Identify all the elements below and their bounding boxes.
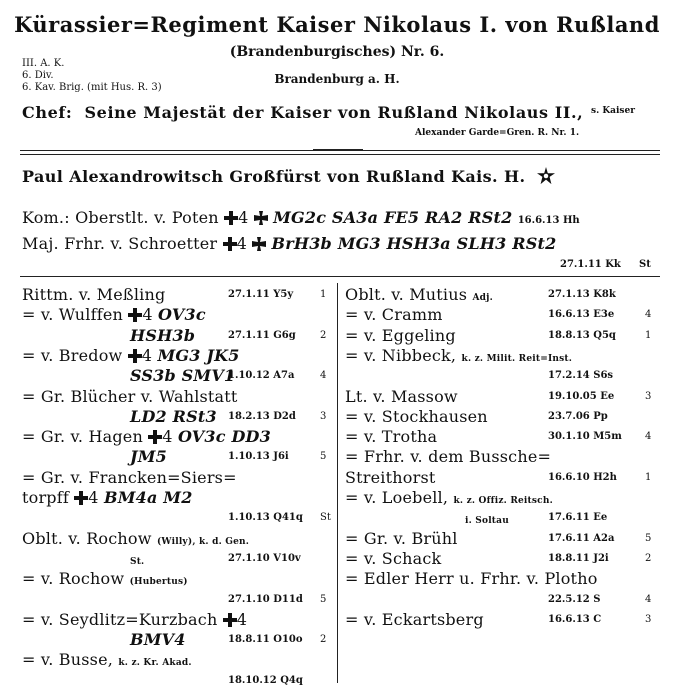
officer-awards: JM5 — [130, 447, 168, 466]
officer-date: 18.8.11 J2i — [548, 553, 609, 564]
officer-date: 18.8.13 Q5q — [548, 330, 616, 341]
officer-awards: OV3c DD3 — [177, 427, 271, 446]
officer-line — [345, 549, 441, 568]
maj-line: Maj. Frhr. v. Schroetter 4 BrH3b MG3 HSH3a SLH3 RSt2 — [22, 234, 557, 253]
officer-line — [22, 529, 249, 548]
iron-cross-icon — [128, 308, 142, 322]
officer-date: 17.2.14 S6s — [548, 370, 614, 381]
squadron-number: 3 — [645, 391, 652, 402]
officer-line — [22, 650, 192, 669]
officer-name: = v. Wulffen — [22, 305, 124, 324]
officer-name: = v. Schack — [345, 549, 442, 568]
officer-name: torpff — [22, 488, 69, 507]
divider-double — [20, 154, 660, 155]
officer-line: = v. Wulffen 4 OV3c — [22, 305, 206, 324]
officer-awards: BMV4 — [130, 630, 186, 649]
officer-line — [345, 488, 553, 507]
officer-name: = v. Rochow — [22, 569, 125, 588]
regiment-title: Kürassier=Regiment Kaiser Nikolaus I. von Rußland — [14, 12, 660, 37]
officer-line — [345, 427, 437, 446]
corps-line-3: 6. Kav. Brig. (mit Hus. R. 3) — [22, 82, 162, 93]
officer-name: = v. Nibbeck, — [345, 346, 457, 365]
officer-line — [130, 447, 167, 466]
officer-name: = v. Seydlitz=Kurzbach — [22, 610, 218, 629]
iron-cross-icon — [128, 349, 142, 363]
officer-name: = v. Eggeling — [345, 326, 456, 345]
officer-name: Oblt. v. Mutius — [345, 285, 468, 304]
officer-name: = v. Trotha — [345, 427, 438, 446]
squadron-number: 3 — [320, 411, 327, 422]
order-cross-icon — [252, 237, 266, 251]
squadron-number: 2 — [645, 553, 652, 564]
iron-cross-icon — [223, 613, 237, 627]
iron-cross-icon — [148, 430, 162, 444]
squadron-number: 4 — [645, 594, 652, 605]
squadron-number: 5 — [320, 594, 327, 605]
officer-line — [345, 305, 443, 324]
squadron-number: 4 — [645, 309, 652, 320]
officer-date: 22.5.12 S — [548, 594, 601, 605]
officer-line — [22, 569, 188, 588]
officer-line — [22, 285, 165, 304]
officer-line — [130, 326, 195, 345]
officer-date: 1.10.12 A7a — [228, 370, 295, 381]
officer-name: = v. Loebell, — [345, 488, 449, 507]
officer-date: 27.1.11 Y5y — [228, 289, 294, 300]
officer-line — [22, 387, 238, 406]
officer-date: 16.6.13 E3e — [548, 309, 615, 320]
officer-name: Rittm. v. Meßling — [22, 285, 166, 304]
officer-awards: BM4a M2 — [103, 488, 193, 507]
officer-note: k. z. Milit. Reit=Inst. — [461, 354, 573, 364]
officer-name: = v. Eckartsberg — [345, 610, 484, 629]
officer-name: = Gr. v. Hagen — [22, 427, 143, 446]
prince-line: Paul Alexandrowitsch Großfürst von Rußland Kais. H. — [22, 167, 555, 186]
officer-line — [130, 407, 217, 426]
maj-date: 27.1.11 Kk — [560, 259, 621, 270]
officer-name: = Gr. v. Brühl — [345, 529, 458, 548]
officer-name: = v. Bredow — [22, 346, 123, 365]
officer-date: 17.6.11 A2a — [548, 533, 615, 544]
squadron-number: 1 — [320, 289, 327, 300]
squadron-number: 2 — [320, 330, 327, 341]
squadron-number: 1 — [645, 472, 652, 483]
iron-cross-icon — [224, 211, 238, 225]
squadron-number: 2 — [320, 634, 327, 645]
officer-date: 16.6.13 C — [548, 614, 602, 625]
squadron-number: 3 — [645, 614, 652, 625]
corps-line-1: III. A. K. — [22, 58, 65, 69]
officer-note: Adj. — [472, 293, 493, 303]
officer-name: = v. Cramm — [345, 305, 443, 324]
kom-line: Kom.: Oberstlt. v. Poten 4 MG2c SA3a FE5 RA2 RSt2 16.6.13 Hh — [22, 208, 580, 227]
officer-date: 17.6.11 Ee — [548, 512, 608, 523]
officer-date: 16.6.10 H2h — [548, 472, 617, 483]
officer-name: Lt. v. Massow — [345, 387, 458, 406]
officer-line: torpff 4 BM4a M2 — [22, 488, 193, 507]
order-star-icon — [537, 167, 555, 185]
officer-line: = v. Seydlitz=Kurzbach 4 — [22, 610, 248, 629]
officer-line — [345, 346, 572, 365]
officer-line — [345, 447, 551, 466]
officer-awards: MG3 JK5 — [157, 346, 240, 365]
officer-line — [345, 468, 435, 487]
officer-name: Streithorst — [345, 468, 436, 487]
chef-line: Chef: Seine Majestät der Kaiser von Rußland Nikolaus II., — [22, 103, 584, 122]
officer-name: = v. Stockhausen — [345, 407, 488, 426]
officer-line — [345, 529, 458, 548]
garrison: Brandenburg a. H. — [274, 72, 400, 86]
officer-date: 27.1.11 G6g — [228, 330, 296, 341]
officer-name: = Gr. Blücher v. Wahlstatt — [22, 387, 238, 406]
officer-date: 18.8.11 O10o — [228, 634, 303, 645]
order-cross-icon — [254, 211, 268, 225]
officer-note: k. z. Kr. Akad. — [118, 658, 192, 668]
officer-line — [22, 468, 237, 487]
column-divider — [337, 283, 338, 683]
officer-note: (Hubertus) — [129, 577, 188, 587]
squadron-number: 5 — [320, 451, 327, 462]
officer-line: = Gr. v. Hagen 4 OV3c DD3 — [22, 427, 271, 446]
chef-note-2: Alexander Garde=Gren. R. Nr. 1. — [415, 128, 580, 138]
officer-awards: OV3c — [158, 305, 206, 324]
officer-date: 19.10.05 Ee — [548, 391, 615, 402]
officer-line — [345, 407, 488, 426]
officer-date: 27.1.10 D11d — [228, 594, 303, 605]
officer-note: i. Soltau — [465, 516, 509, 526]
officer-date: 30.1.10 M5m — [548, 431, 622, 442]
officer-awards: HSH3b — [130, 326, 196, 345]
officer-line — [345, 610, 484, 629]
corps-line-2: 6. Div. — [22, 70, 54, 81]
divider — [20, 150, 660, 151]
officer-date: 23.7.06 Pp — [548, 411, 608, 422]
officer-name: = Frhr. v. dem Bussche= — [345, 447, 552, 466]
officer-name: = Edler Herr u. Frhr. v. Plotho — [345, 569, 598, 588]
iron-cross-icon — [223, 237, 237, 251]
officer-line — [345, 387, 458, 406]
officer-name: Oblt. v. Rochow — [22, 529, 152, 548]
officer-awards: LD2 RSt3 — [130, 407, 217, 426]
maj-st: St — [639, 259, 651, 270]
officer-note: k. z. Offiz. Reitsch. — [453, 496, 553, 506]
officer-date: 18.10.12 Q4q — [228, 675, 303, 686]
officer-line — [345, 569, 598, 588]
squadron-number: 5 — [645, 533, 652, 544]
officer-name: = Gr. v. Francken=Siers= — [22, 468, 237, 487]
officer-note: (Willy), k. d. Gen. — [156, 537, 250, 547]
officer-line — [130, 366, 235, 385]
officer-note: St. — [130, 557, 145, 567]
squadron-number: 4 — [645, 431, 652, 442]
squadron-number: 4 — [320, 370, 327, 381]
squadron-number: St — [320, 512, 331, 523]
officer-line — [130, 549, 144, 568]
officer-date: 1.10.13 J6i — [228, 451, 289, 462]
chef-note-1: s. Kaiser — [591, 106, 635, 116]
officer-awards: SS3b SMV1 — [130, 366, 236, 385]
iron-cross-icon — [74, 491, 88, 505]
officer-line — [345, 285, 493, 304]
section-divider — [20, 276, 660, 277]
officer-date: 1.10.13 Q41q — [228, 512, 303, 523]
officer-line: = v. Bredow 4 MG3 JK5 — [22, 346, 240, 365]
squadron-number: 1 — [645, 330, 652, 341]
officer-date: 18.2.13 D2d — [228, 411, 296, 422]
officer-line — [465, 508, 509, 527]
officer-line — [130, 630, 186, 649]
officer-name: = v. Busse, — [22, 650, 114, 669]
officer-date: 27.1.13 K8k — [548, 289, 616, 300]
regiment-subtitle: (Brandenburgisches) Nr. 6. — [229, 44, 445, 60]
officer-line — [345, 326, 456, 345]
officer-date: 27.1.10 V10v — [228, 553, 301, 564]
